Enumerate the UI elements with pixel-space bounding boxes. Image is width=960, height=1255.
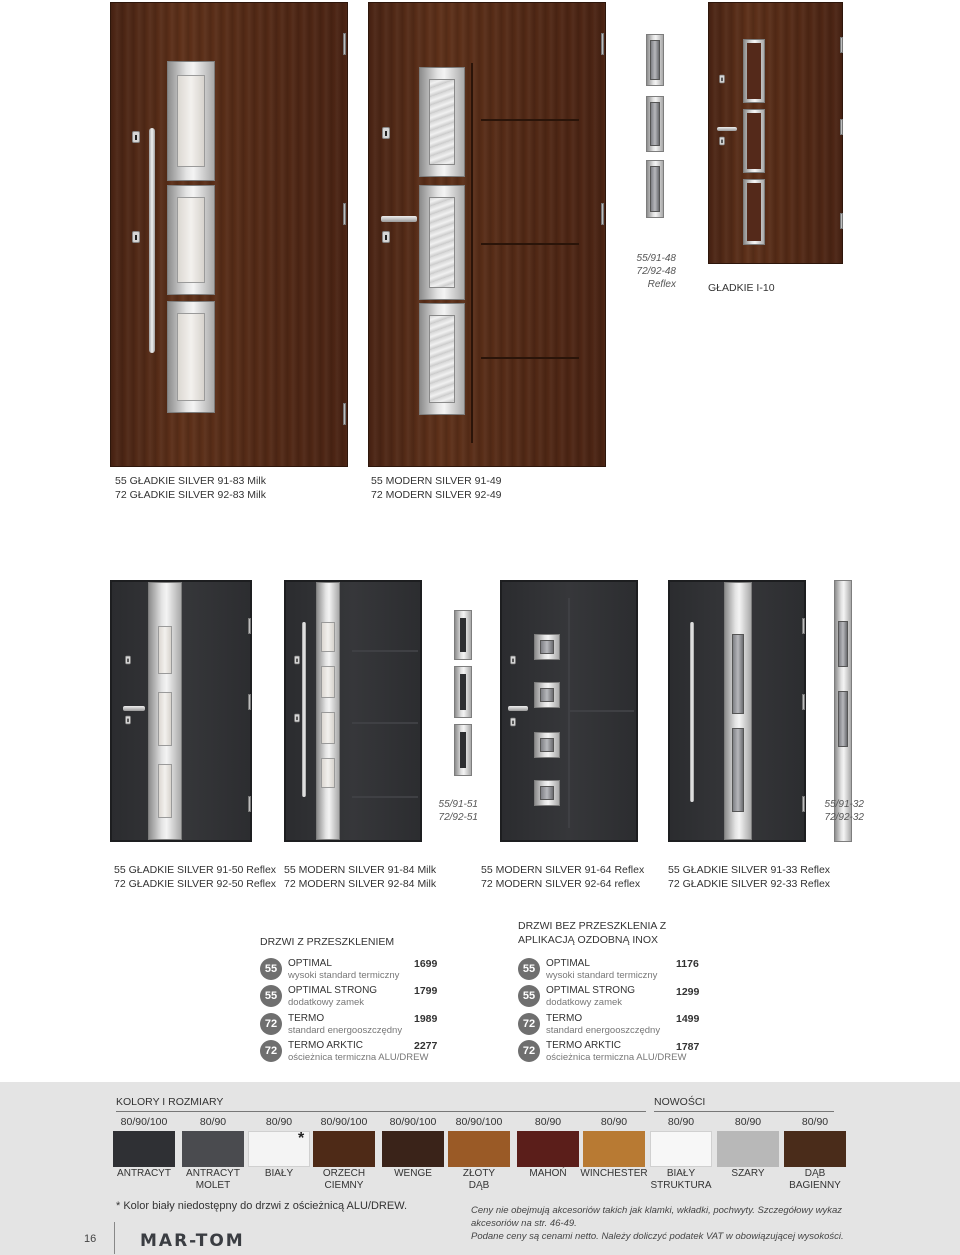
thickness-badge: 72 [260, 1013, 282, 1035]
lock-top [132, 131, 140, 143]
color-swatch [717, 1131, 779, 1167]
color-size-label: 80/90 [265, 1116, 293, 1128]
color-swatch [182, 1131, 244, 1167]
caption-line: 72/92-48 [636, 266, 676, 277]
hinge [343, 203, 346, 225]
new-colors-heading: NOWOŚCI [654, 1096, 706, 1108]
color-size-label: 80/90/100 [320, 1116, 368, 1128]
product-desc: ościeżnica termiczna ALU/DREW [288, 1052, 429, 1063]
colors-heading: KOLORY I ROZMIARY [116, 1096, 224, 1108]
product-desc: ościeżnica termiczna ALU/DREW [546, 1052, 687, 1063]
color-name-label: BIAŁY [264, 1168, 294, 1179]
product-name: TERMO [288, 1013, 325, 1024]
thickness-badge: 72 [518, 1013, 540, 1035]
handle-bar [302, 622, 306, 797]
glass-pane [460, 732, 466, 768]
glass-pane-top [158, 626, 172, 674]
hinge [601, 33, 604, 55]
colors-section [0, 1082, 960, 1255]
glass-pane [321, 758, 335, 788]
product-desc: dodatkowy zamek [288, 997, 365, 1008]
glass-pane-middle [158, 692, 172, 746]
caption-line: 72 GŁADKIE SILVER 92-33 Reflex [668, 878, 831, 890]
door-caption [114, 863, 276, 891]
color-size-label: 80/90 [667, 1116, 695, 1128]
caption-line: 55/91-51 [438, 799, 478, 810]
caption-line: 55 GŁADKIE SILVER 91-33 Reflex [668, 864, 831, 876]
handle-bar [149, 128, 155, 353]
door-lever-handle [717, 127, 737, 131]
price: 1989 [414, 1013, 438, 1025]
product-name: TERMO [546, 1013, 583, 1024]
door-caption [481, 863, 644, 891]
martom-logo: MAR-TOM [140, 1231, 245, 1251]
product-name: OPTIMAL [546, 958, 590, 969]
color-name-label: SZARY [731, 1168, 765, 1179]
caption-line: 72 GŁADKIE SILVER 92-83 Milk [115, 489, 266, 501]
lock-top [125, 656, 131, 664]
thickness-badge: 55 [518, 958, 540, 980]
hinge [248, 694, 251, 710]
decorative-groove [568, 710, 634, 712]
hinge [248, 618, 251, 634]
caption-line: 72 MODERN SILVER 92-84 Milk [284, 878, 437, 890]
color-size-label: 80/90 [734, 1116, 762, 1128]
glass-pane [650, 102, 660, 146]
color-size-label: 80/90/100 [389, 1116, 437, 1128]
door-gladkie-silver-83 [110, 2, 348, 467]
color-name-label: WINCHESTER [580, 1168, 648, 1179]
inox-inner [747, 183, 761, 241]
caption-line: 72/92-32 [824, 812, 864, 823]
price-row [260, 958, 460, 984]
caption-line: 55 MODERN SILVER 91-49 [371, 475, 502, 487]
caption-line: Reflex [647, 279, 676, 290]
caption-line: 55 GŁADKIE SILVER 91-83 Milk [115, 475, 266, 487]
glass-pane [321, 622, 335, 652]
door-caption [668, 863, 830, 891]
glass-pane-top [429, 79, 455, 165]
sidelight-51 [452, 610, 474, 790]
door-lever-handle [381, 216, 417, 222]
hinge [840, 119, 843, 135]
white-asterisk: * [298, 1130, 305, 1147]
sidelight-48 [640, 30, 670, 222]
caption-line: 55 GŁADKIE SILVER 91-50 Reflex [114, 864, 277, 876]
price: 2277 [414, 1040, 438, 1052]
inox-strip [316, 582, 340, 840]
hinge [343, 33, 346, 55]
door-caption [115, 474, 266, 502]
price: 1499 [676, 1013, 700, 1025]
disclaimer-line: akcesoriów na str. 46-49. [471, 1218, 577, 1229]
glass-pane [321, 712, 335, 744]
color-name-label: DĄB BAGIENNY [789, 1168, 841, 1191]
price-row [518, 1013, 718, 1039]
door-caption [284, 863, 436, 891]
price: 1299 [676, 986, 700, 998]
door-caption [371, 474, 502, 502]
disclaimer-line: Ceny nie obejmują akcesoriów takich jak klamki, wkładki, pochwyty. Szczegółowy wykaz [471, 1205, 842, 1216]
price-row [518, 985, 718, 1011]
thickness-badge: 72 [260, 1040, 282, 1062]
glass-pane [540, 640, 554, 654]
vertical-groove [471, 63, 473, 443]
color-size-label: 80/90 [199, 1116, 227, 1128]
price-row [518, 958, 718, 984]
price: 1799 [414, 985, 438, 997]
sidelight-caption [802, 798, 864, 824]
handle-bar [690, 622, 694, 802]
caption-line: 55 MODERN SILVER 91-64 Reflex [481, 864, 645, 876]
pricing-heading-inox: DRZWI BEZ PRZESZKLENIA Z APLIKACJĄ OZDOBNĄ INOX [518, 920, 667, 946]
door-lever-handle [508, 706, 528, 711]
color-swatch [382, 1131, 444, 1167]
color-swatch [517, 1131, 579, 1167]
glass-pane-top [732, 634, 744, 714]
product-desc: standard energooszczędny [288, 1025, 403, 1036]
glass-pane [540, 688, 554, 702]
door-lever-handle [123, 706, 145, 711]
decorative-groove [481, 357, 579, 359]
glass-pane [540, 786, 554, 800]
section-divider [116, 1111, 646, 1112]
price-row [260, 1040, 460, 1066]
sidelight-caption [618, 252, 676, 291]
lock-bottom [125, 716, 131, 724]
glass-pane-bottom [429, 315, 455, 403]
hinge [840, 37, 843, 53]
caption-line: 72 GŁADKIE SILVER 92-50 Reflex [114, 878, 277, 890]
color-swatch [313, 1131, 375, 1167]
glass-pane-middle [429, 197, 455, 288]
color-name-label: WENGE [394, 1168, 432, 1179]
price: 1787 [676, 1041, 700, 1053]
hinge [802, 618, 805, 634]
glass-pane [321, 666, 335, 698]
decorative-groove [352, 650, 418, 652]
lock-bottom [719, 137, 725, 145]
price-row [518, 1040, 718, 1066]
caption-line: 72 MODERN SILVER 92-64 reflex [481, 878, 641, 890]
thickness-badge: 55 [260, 958, 282, 980]
hinge [601, 203, 604, 225]
thickness-badge: 55 [260, 985, 282, 1007]
color-size-label: 80/90 [534, 1116, 562, 1128]
white-color-note: * Kolor biały niedostępny do drzwi z ościeżnicą ALU/DREW. [116, 1200, 408, 1212]
color-swatch [583, 1131, 645, 1167]
decorative-groove [481, 243, 579, 245]
door-caption: GŁADKIE I-10 [708, 282, 775, 294]
caption-line: 55/91-32 [824, 799, 864, 810]
glass-pane-bottom [177, 313, 205, 401]
glass-pane-top [177, 75, 205, 167]
lock-top [294, 656, 300, 664]
decorative-groove [352, 796, 418, 798]
caption-line: 72 MODERN SILVER 92-49 [371, 489, 502, 501]
footer-divider [114, 1222, 115, 1254]
glass-pane-bottom [838, 691, 848, 747]
glass-pane-bottom [732, 728, 744, 812]
lock-bottom [132, 231, 140, 243]
product-desc: dodatkowy zamek [546, 997, 623, 1008]
section-divider [654, 1111, 834, 1112]
door-modern-silver-64 [500, 580, 638, 842]
glass-pane [540, 738, 554, 752]
pricing-heading-glazed: DRZWI Z PRZESZKLENIEM [260, 936, 395, 948]
lock-bottom [510, 718, 516, 726]
price: 1176 [676, 958, 699, 970]
lock-bottom [294, 714, 300, 722]
color-name-label: ZŁOTY DĄB [462, 1168, 496, 1191]
decorative-groove [568, 598, 570, 828]
page-number: 16 [84, 1233, 97, 1245]
price: 1699 [414, 958, 438, 970]
product-desc: standard energooszczędny [546, 1025, 661, 1036]
sidelight-caption [418, 798, 478, 824]
glass-pane-middle [177, 197, 205, 283]
hinge [343, 403, 346, 425]
caption-line: 55 MODERN SILVER 91-84 Milk [284, 864, 437, 876]
color-swatch [650, 1131, 712, 1167]
color-name-label: ORZECH CIEMNY [322, 1168, 366, 1191]
inox-inner [747, 113, 761, 169]
door-gladkie-i10 [708, 2, 843, 264]
lock-bottom [382, 231, 390, 243]
product-name: TERMO ARKTIC [288, 1040, 364, 1051]
color-size-label: 80/90 [801, 1116, 829, 1128]
hinge [248, 796, 251, 812]
door-gladkie-silver-50 [110, 580, 252, 842]
decorative-groove [352, 722, 418, 724]
thickness-badge: 72 [518, 1040, 540, 1062]
thickness-badge: 55 [518, 985, 540, 1007]
disclaimer [471, 1204, 911, 1243]
product-desc: wysoki standard termiczny [288, 970, 400, 981]
color-name-label: BIAŁY STRUKTURA [650, 1168, 712, 1191]
color-size-label: 80/90/100 [120, 1116, 168, 1128]
door-modern-silver-49 [368, 2, 606, 467]
hinge [802, 694, 805, 710]
price-row [260, 1013, 460, 1039]
color-swatch [113, 1131, 175, 1167]
caption-line: 55/91-48 [636, 253, 676, 264]
price-row [260, 985, 460, 1011]
disclaimer-line: Podane ceny są cenami netto. Należy doliczyć podatek VAT w obowiązującej wysokości. [471, 1231, 844, 1242]
lock-top [510, 656, 516, 664]
product-name: OPTIMAL [288, 958, 332, 969]
color-swatch [784, 1131, 846, 1167]
color-name-label: MAHOŃ [529, 1168, 567, 1179]
color-size-label: 80/90 [600, 1116, 628, 1128]
color-name-label: ANTRACYT [117, 1168, 171, 1179]
door-modern-silver-84 [284, 580, 422, 842]
inox-inner [747, 43, 761, 99]
caption-line: 72/92-51 [438, 812, 478, 823]
glass-pane [460, 674, 466, 710]
product-name: OPTIMAL STRONG [288, 985, 378, 996]
product-desc: wysoki standard termiczny [546, 970, 658, 981]
product-name: TERMO ARKTIC [546, 1040, 622, 1051]
glass-pane-top [838, 621, 848, 667]
glass-pane [650, 166, 660, 212]
door-gladkie-silver-33 [668, 580, 806, 842]
product-name: OPTIMAL STRONG [546, 985, 636, 996]
color-name-label: ANTRACYT MOLET [186, 1168, 240, 1191]
color-size-label: 80/90/100 [455, 1116, 503, 1128]
hinge [840, 213, 843, 229]
glass-pane [650, 40, 660, 80]
glass-pane-bottom [158, 764, 172, 818]
lock-top [382, 127, 390, 139]
glass-pane [460, 618, 466, 652]
color-swatch [448, 1131, 510, 1167]
lock-top [719, 75, 725, 83]
decorative-groove [481, 119, 579, 121]
